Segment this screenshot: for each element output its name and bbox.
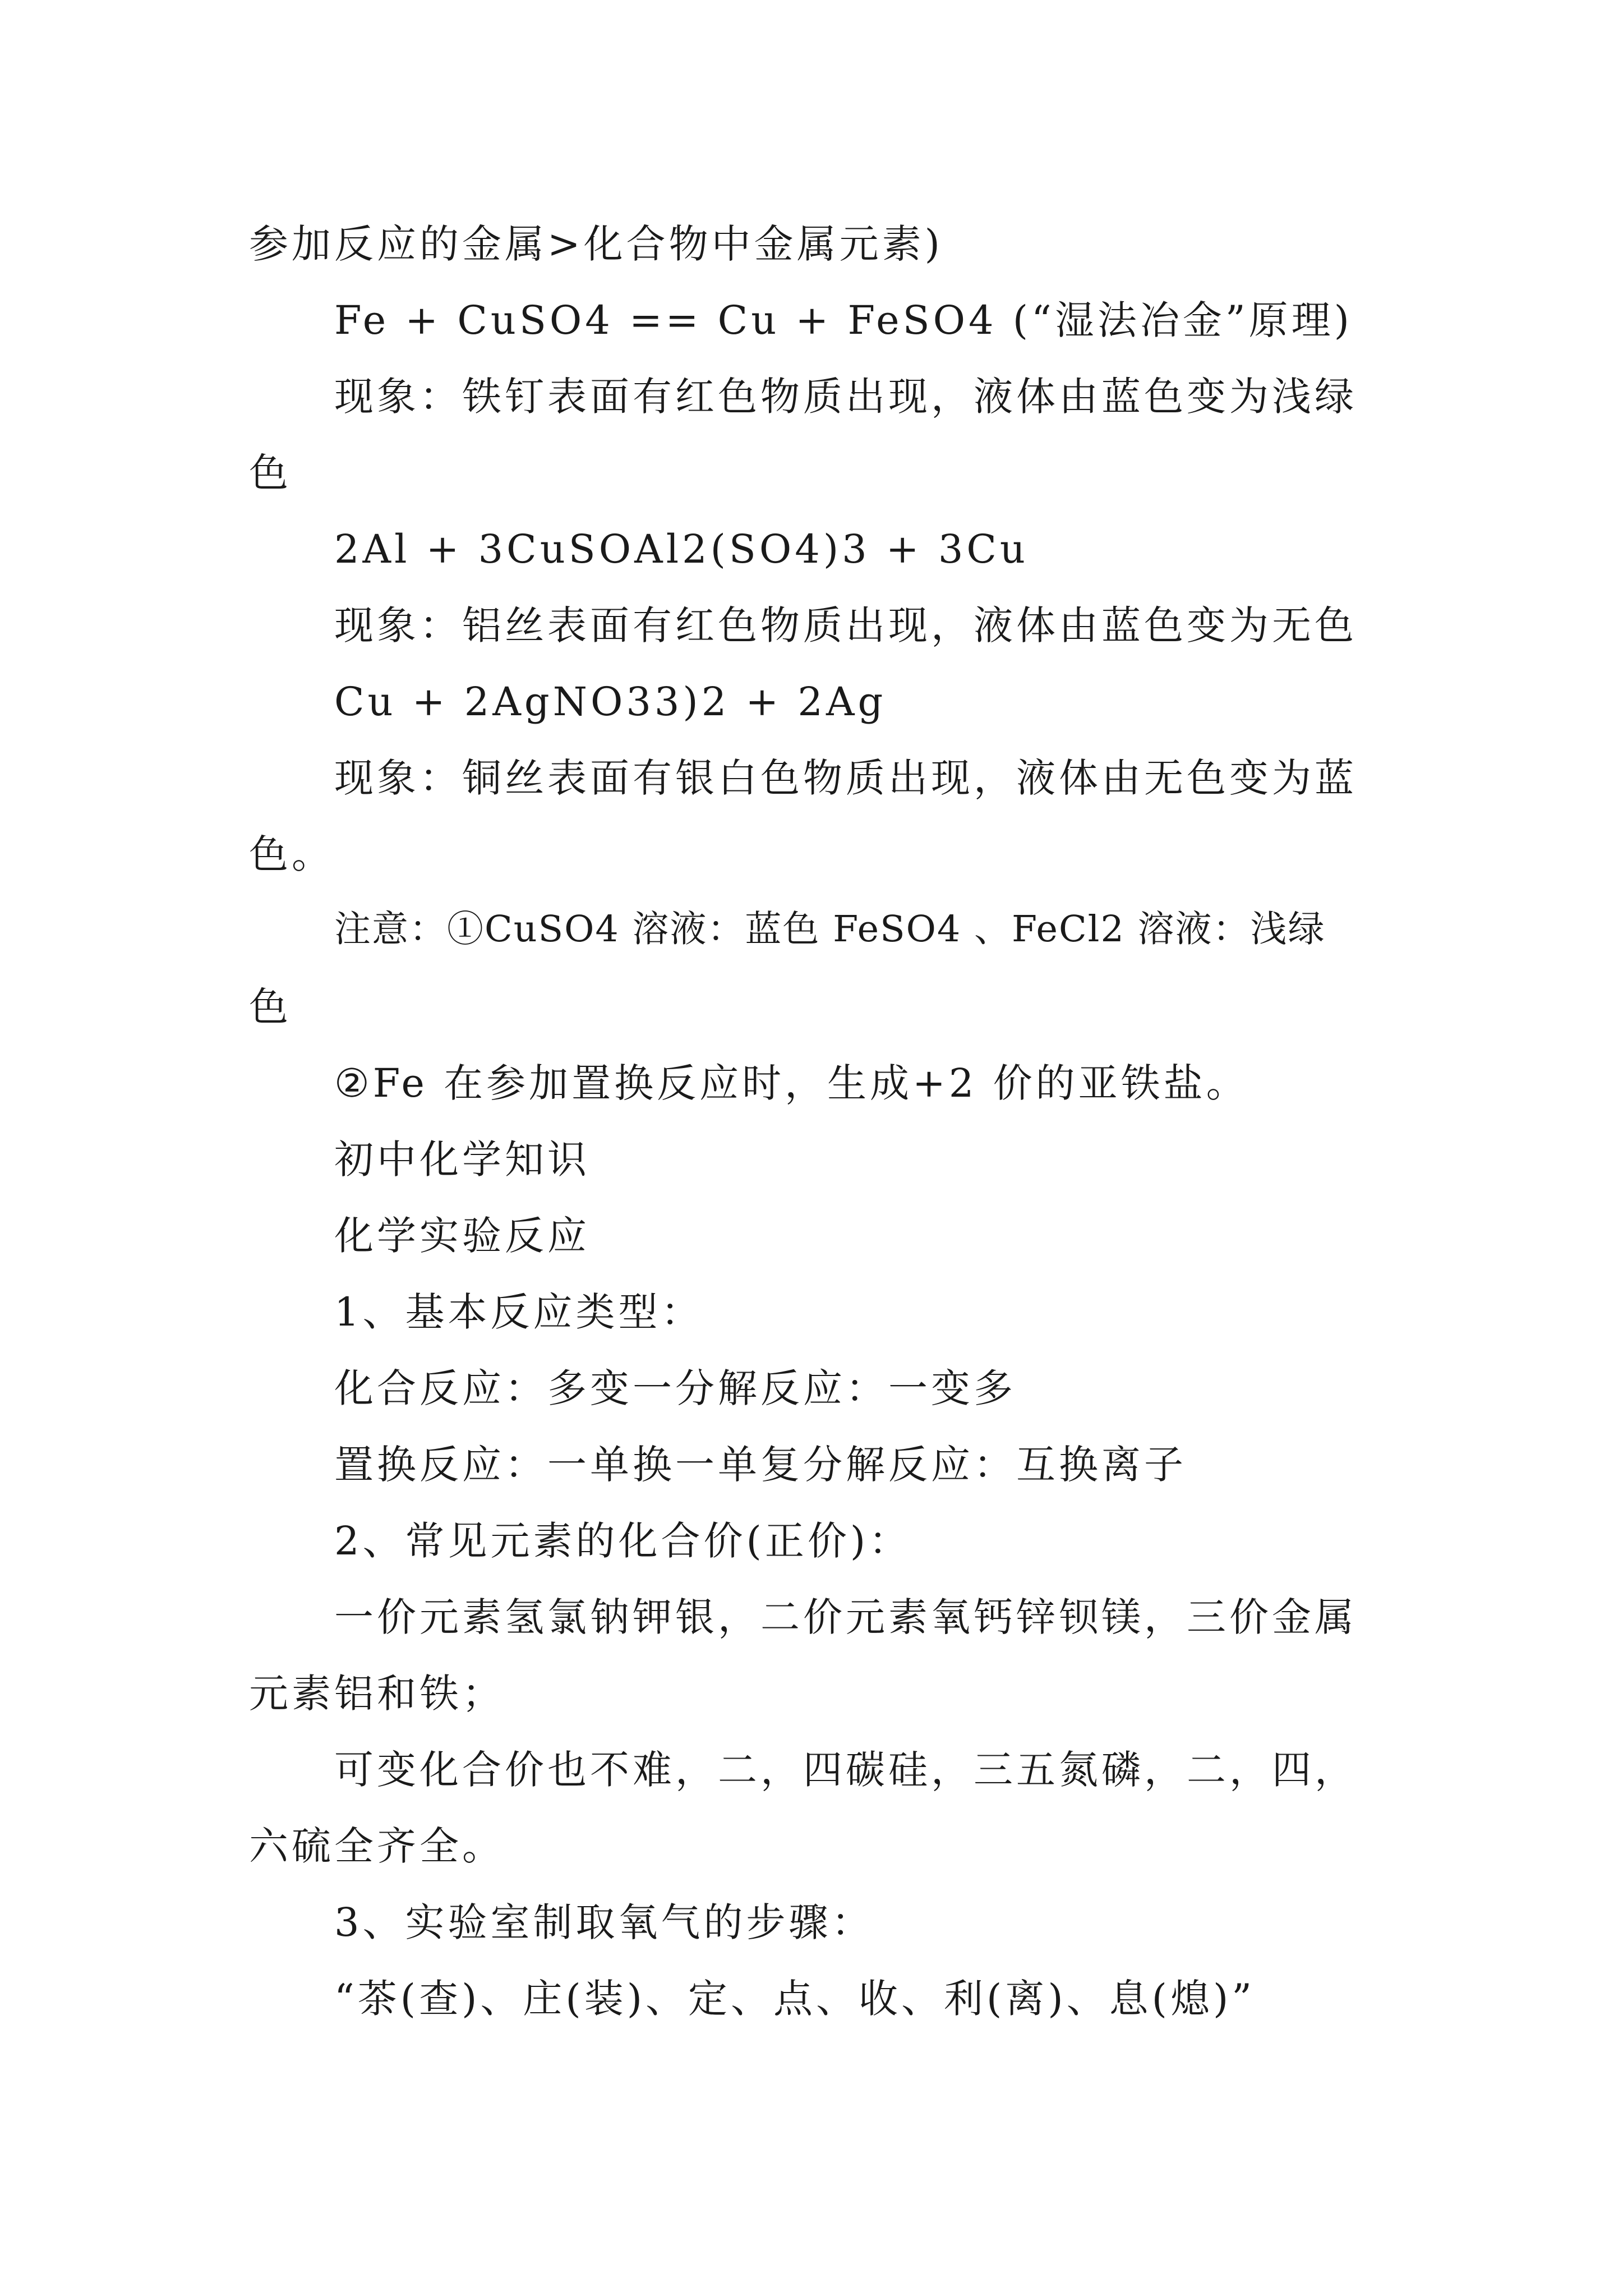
text-line-15: 1、基本反应类型：	[334, 1289, 704, 1335]
text-line-13: 初中化学知识	[334, 1137, 590, 1182]
text-line-10: 注意：①CuSO4 溶液：蓝色 FeSO4 、FeCl2 溶液：浅绿	[334, 908, 1326, 950]
text-line-1: 参加反应的金属>化合物中金属元素)	[249, 221, 943, 267]
text-line-14: 化学实验反应	[334, 1213, 590, 1259]
text-line-5: 2Al + 3CuSOAl2(SO4)3 + 3Cu	[334, 526, 1029, 572]
text-line-17: 置换反应：一单换一单复分解反应：互换离子	[334, 1442, 1187, 1488]
text-line-8: 现象：铜丝表面有银白色物质出现，液体由无色变为蓝	[334, 755, 1357, 801]
text-line-12: ②Fe 在参加置换反应时，生成+2 价的亚铁盐。	[334, 1060, 1249, 1106]
text-line-11: 色	[249, 984, 292, 1030]
text-line-18: 2、常见元素的化合价(正价)：	[334, 1518, 912, 1564]
text-line-2: Fe + CuSO4 == Cu + FeSO4 (“湿法冶金”原理)	[334, 297, 1353, 343]
text-line-20: 元素铝和铁；	[249, 1671, 505, 1717]
text-line-7: Cu + 2AgNO33)2 + 2Ag	[334, 679, 887, 725]
text-line-23: 3、实验室制取氧气的步骤：	[334, 1899, 874, 1945]
text-line-22: 六硫全齐全。	[249, 1823, 505, 1869]
text-line-3: 现象：铁钉表面有红色物质出现，液体由蓝色变为浅绿	[334, 374, 1357, 420]
text-line-24: “茶(查)、庄(装)、定、点、收、利(离)、息(熄)”	[334, 1976, 1256, 2022]
text-line-19: 一价元素氢氯钠钾银，二价元素氧钙锌钡镁，三价金属	[334, 1594, 1357, 1640]
text-line-9: 色。	[249, 831, 334, 877]
text-line-16: 化合反应：多变一分解反应：一变多	[334, 1365, 1016, 1411]
text-line-21: 可变化合价也不难，二，四碳硅，三五氮磷，二，四，	[334, 1747, 1357, 1793]
text-line-6: 现象：铝丝表面有红色物质出现，液体由蓝色变为无色	[334, 602, 1357, 648]
text-line-4: 色	[249, 450, 292, 496]
